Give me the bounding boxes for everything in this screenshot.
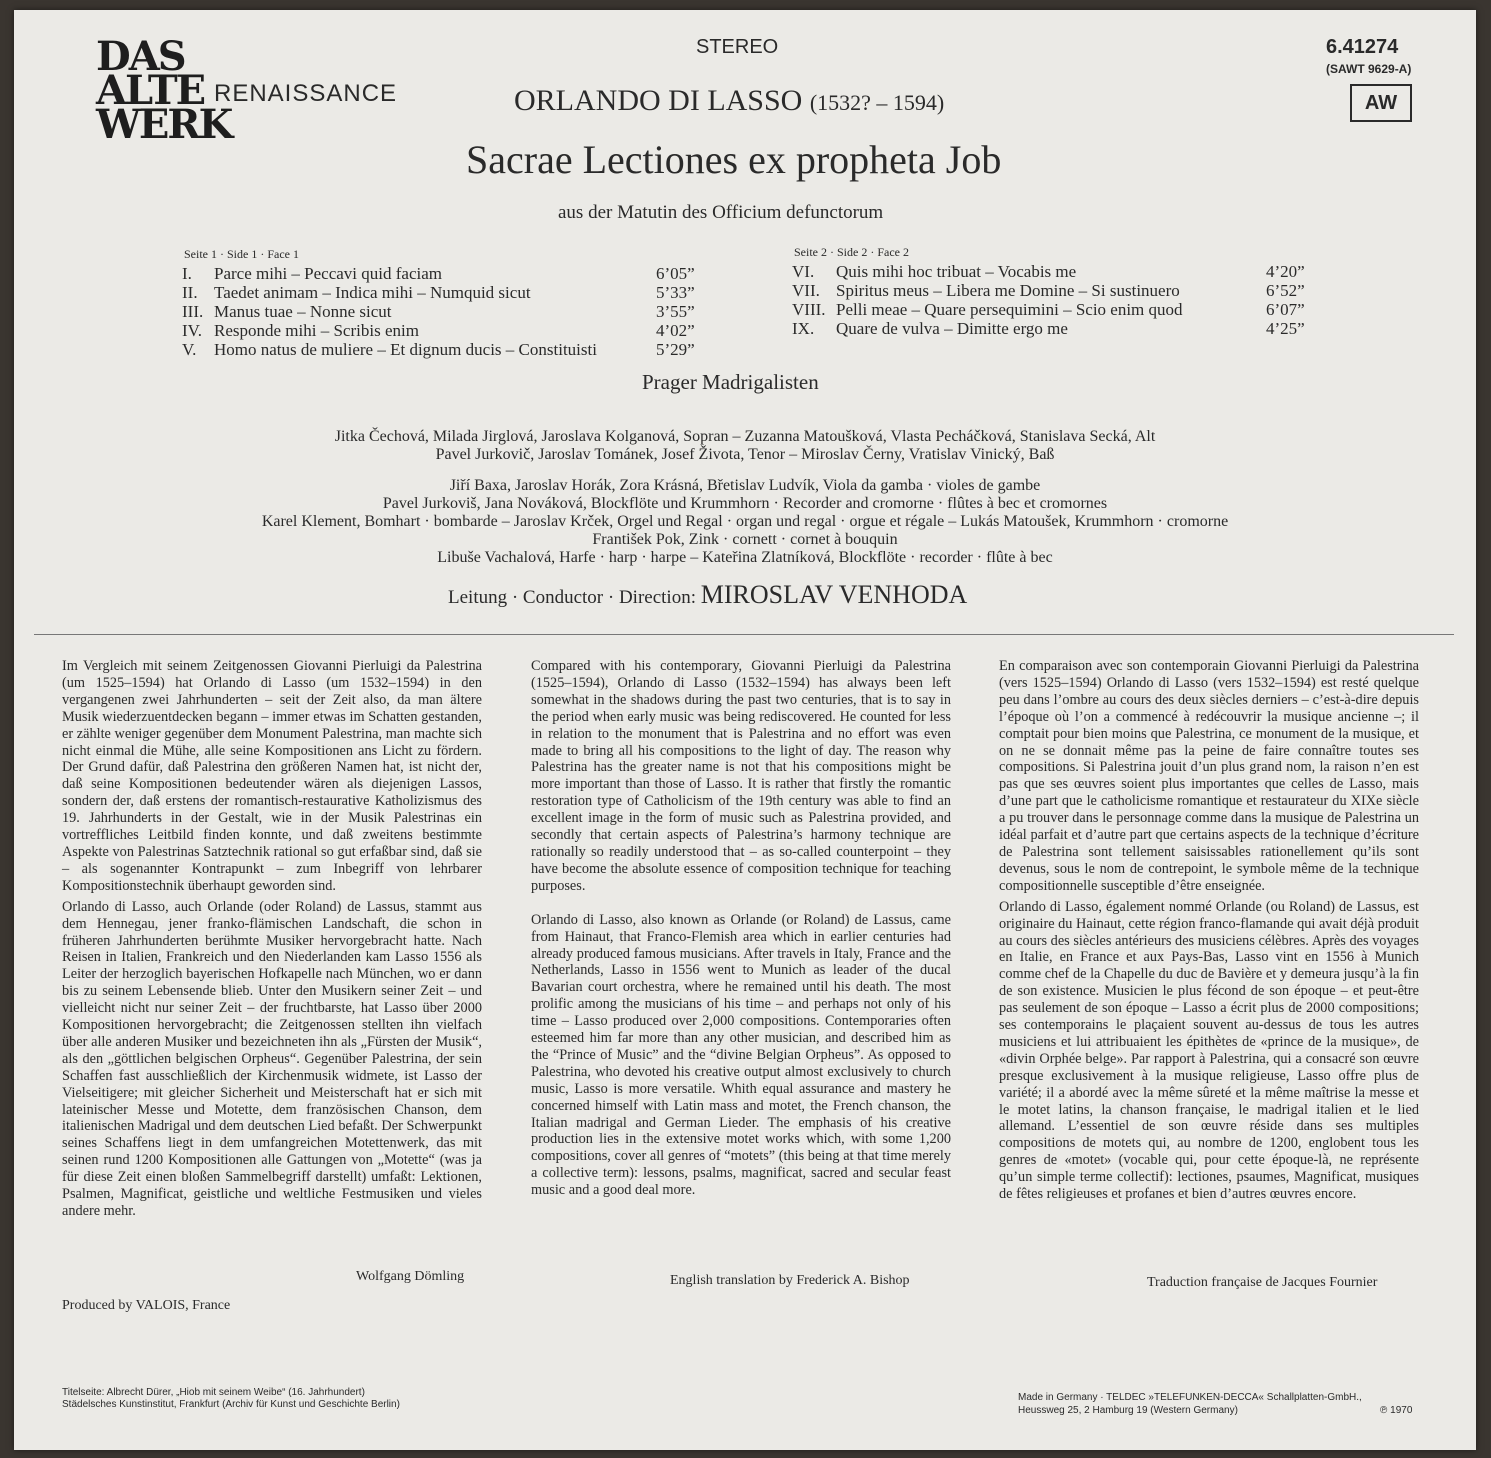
divider xyxy=(34,634,1454,635)
conductor-line xyxy=(448,580,967,610)
das-alte-werk-logo xyxy=(96,33,232,148)
notes-paragraph: En comparaison avec son contemporain Giovanni Pierluigi da Palestrina (vers 1525–1594) Orlando di Lasso (vers 1532–1594) est resté quelque peu dans l’ombre au cours des deux siècles derniers – c’est-à-dire depuis l’époque où l’on a commencé à redécouvrir la musique ancienne –; il comptait pour bien moins que Palestrina, ce monument de la musique, et on ne se donnait même pas la peine de faire connaître toutes ses compositions. Si Palestrina jouit d’un plus grand nom, la raison n’en est pas que ses œuvres soient plus importantes que celles de Lasso, mais d’une part que le catholicisme romantique et restaurateur du XIXe siècle a pu trouver dans le personnage comme dans la musique de Palestrina un idéal parfait et d’autre part que certains aspects de la technique d’écriture de Palestrina sont tellement saisissables rationellement qu’ils sont devenus, sous le nom de contrepoint, le symbole même de la technique compositionnelle susceptible d’être enseignée. xyxy=(999,658,1419,894)
address-line: Heussweg 25, 2 Hamburg 19 (Western Germany) xyxy=(1018,1405,1238,1416)
author-credit: Wolfgang Dömling xyxy=(356,1269,465,1284)
cast-line: Pavel Jurkovič, Jaroslav Tománek, Josef Života, Tenor – Miroslav Černy, Vratislav Vinický, Baß xyxy=(435,446,1055,463)
track-row xyxy=(792,300,1312,319)
composer-name: ORLANDO DI LASSO xyxy=(514,84,803,117)
track-title: Homo natus de muliere – Et dignum ducis – Constituisti xyxy=(214,340,597,359)
copyright: ℗ 1970 xyxy=(1380,1405,1413,1416)
track-number: V. xyxy=(182,340,197,359)
track-number: III. xyxy=(182,302,204,321)
track-number: I. xyxy=(182,264,192,283)
cover-credit-line: Städelsches Kunstinstitut, Frankfurt (Archiv für Kunst und Geschichte Berlin) xyxy=(62,1399,400,1410)
track-row xyxy=(792,262,1312,281)
track-title: Quare de vulva – Dimitte ergo me xyxy=(836,319,1068,338)
cast-line: Pavel Jurkoviš, Jana Nováková, Blockflöte und Krummhorn · Recorder and cromorne · flûtes à bec et cromornes xyxy=(382,495,1108,512)
track-row xyxy=(182,283,712,302)
ensemble-name: Prager Madrigalisten xyxy=(642,370,819,394)
track-number: VIII. xyxy=(792,300,826,319)
made-in-line: Made in Germany · TELDEC »TELEFUNKEN-DECCA« Schallplatten-GmbH., xyxy=(1018,1392,1362,1403)
notes-paragraph: Orlando di Lasso, également nommé Orlande (ou Roland) de Lassus, est originaire du Hainaut, cette région franco-flamande qui avait déjà produit au cours des siècles antérieurs des musiciens célèbres. Après des voyages en Italie, en France et aux Pays-Bas, Lasso vint en 1556 à Munich comme chef de la Chapelle du duc de Bavière et y demeura jusqu’à la fin de son existence. Musicien le plus fécond de son époque – et peut-être pas seulement de son époque – Lasso a écrit plus de 2000 compositions; ses contemporains le plaçaient souvent au-dessus de tous les autres musiciens et lui attribuaient les épithètes de «prince de la musique», de «divin Orphée belge». Par rapport à Palestrina, qui a consacré son œuvre presque exclusivement à la musique religieuse, Lasso offre plus de variété; il a abordé avec la même sûreté et la même maîtrise la messe et le motet latins, la chanson française, le madrigal italien et le lied allemand. L’essentiel de son œuvre réside dans ses multiples compositions de motets qui, au nombre de 1200, englobent tous les genres de «motet» (vocable qui, pour cette époque-là, ne représente qu’un simple terme collectif): lectiones, psaumes, Magnificat, musiques de fêtes religieuses et profanes et bien d’autres œuvres encore. xyxy=(999,898,1419,1203)
logo-line: ALTE xyxy=(96,67,205,114)
cast-line: František Pok, Zink · cornett · cornet à bouquin xyxy=(592,531,898,548)
cast-line: Libuše Vachalová, Harfe · harp · harpe – Kateřina Zlatníková, Blockflöte · recorder · flûte à bec xyxy=(437,549,1053,566)
french-translation-credit: Traduction française de Jacques Fournier xyxy=(1147,1275,1378,1290)
track-duration: 6’52” xyxy=(1266,281,1305,300)
series-label: RENAISSANCE xyxy=(214,80,398,107)
notes-paragraph: Orlando di Lasso, auch Orlande (oder Roland) de Lassus, stammt aus dem Hennegau, jener franko-flämischen Landschaft, die schon in früheren Jahrhunderten berühmte Musiker hervorgebracht hatte. Nach Reisen in Italien, Frankreich und den Niederlanden kam Lasso 1556 als Leiter der herzoglich bayerischen Hofkapelle nach München, wo er dann bis zu seinem Lebensende blieb. Unter den Musikern seiner Zeit – und vielleicht nicht nur seiner Zeit – der fruchtbarste, hat Lasso über 2000 Kompositionen hervorgebracht; die Zeitgenossen stellten ihn vielfach über alle anderen Musiker und bezeichneten ihn als „Fürsten der Musik“, als den „göttlichen belgischen Orpheus“. Gegenüber Palestrina, der sein Schaffen fast ausschließlich der Kirchenmusik widmete, ist Lasso der Vielseitigere; mit gleicher Sicherheit und Meisterschaft hat er sich mit lateinischer Messe und Motette, dem französischen Chanson, dem italienischen Madrigal und dem deutschen Lied befaßt. Der Schwerpunkt seines Schaffens liegt in dem umfangreichen Motettenwerk, das mit seinen rund 1200 Kompositionen alle Gattungen von „Motette“ (was ja für diese Zeit einen bloßen Sammelbegriff darstellt) umfaßt: Lektionen, Psalmen, Magnificat, geistliche und weltliche Festmusiken und vieles andere mehr. xyxy=(62,898,482,1219)
track-row xyxy=(182,264,712,283)
track-row xyxy=(792,319,1312,338)
track-row xyxy=(182,302,712,321)
stereo-label: STEREO xyxy=(696,36,779,58)
track-title: Quis mihi hoc tribuat – Vocabis me xyxy=(836,262,1077,281)
track-title: Responde mihi – Scribis enim xyxy=(214,321,419,340)
notes-german xyxy=(62,658,482,1220)
track-title: Parce mihi – Peccavi quid faciam xyxy=(214,264,442,283)
conductor-name: MIROSLAV VENHODA xyxy=(700,580,968,609)
notes-paragraph: Im Vergleich mit seinem Zeitgenossen Giovanni Pierluigi da Palestrina (um 1525–1594) hat Orlando di Lasso (um 1532–1594) in den vergangenen zwei Jahrhunderten – seit der Zeit also, da man ältere Musik wiederzuentdecken begann – immer etwas im Schatten gestanden, er zählte weniger gegenüber dem Monument Palestrina, man machte sich nicht einmal die Mühe, alle seine Kompositionen ans Licht zu fördern. Der Grund dafür, daß Palestrina den größeren Namen hat, ist nicht der, daß seine Kompositionen bedeutender wären als diejenigen Lassos, sondern der, daß erstens der romantisch-restaurative Katholizismus des 19. Jahrhunderts in der Gestalt, wie in der Musik Palestrinas ein vortreffliches Leitbild finden konnte, und daß zweitens bestimmte Aspekte von Palestrinas Satztechnik rational so gut erfaßbar sind, daß sie – als sogenannter Kontrapunkt – zum Inbegriff von lehrbarer Kompositionstechnik überhaupt geworden sind. xyxy=(62,658,482,894)
track-row xyxy=(182,340,712,359)
track-duration: 6’05” xyxy=(656,264,695,283)
cast-line: Jiří Baxa, Jaroslav Horák, Zora Krásná, Břetislav Ludvík, Viola da gamba · violes de gambe xyxy=(449,477,1041,494)
track-duration: 5’33” xyxy=(656,283,695,302)
track-duration: 4’25” xyxy=(1266,319,1305,338)
track-title: Spiritus meus – Libera me Domine – Si sustinuero xyxy=(836,281,1180,300)
composer-line xyxy=(514,84,944,118)
notes-paragraph: Orlando di Lasso, also known as Orlande (or Roland) de Lassus, came from Hainaut, that Franco-Flemish area which in earlier centuries had already produced famous musicians. After travels in Italy, France and the Netherlands, Lasso in 1556 went to Munich as leader of the ducal Bavarian court orchestra, where he remained until his death. The most prolific among the musicians of his time – and perhaps not only of his time – Lasso produced over 2,000 compositions. Contemporaries often esteemed him far more than any other musician, and described him as the “Prince of Music” and the “divine Belgian Orpheus”. As opposed to Palestrina, who devoted his creative output almost exclusively to church music, Lasso is more versatile. Whith equal assurance and mastery he concerned himself with Latin mass and motet, the French chanson, the Italian madrigal and German Lieder. The emphasis of his creative production lies in the extensive motet works which, with some 1,200 compositions, cover all genres of “motets” (this being at that time merely a collective term): lessons, psalms, magnificat, sacred and secular feast music and a good deal more. xyxy=(531,911,951,1199)
track-number: VII. xyxy=(792,281,820,300)
notes-paragraph: Compared with his contemporary, Giovanni Pierluigi da Palestrina (1525–1594), Orlando di Lasso (1532–1594) has always been left somewhat in the shadows during the past two centuries, that is to say in the period when early music was being rediscovered. He counted for less in relation to the monument that is Palestrina and no effort was even made to bring all his compositions to the light of day. The reason why Palestrina has the greater name is not that his compositions might be more important than those of Lasso. It is rather that firstly the romantic restoration type of Catholicism of the 19th century was able to find an excellent image in the form of music such as Palestrina provided, and secondly that certain aspects of Palestrina’s harmony technique are rationally so readily understood that – as so-called counterpoint – they have become the absolute essence of composition technique for teaching purposes. xyxy=(531,658,951,894)
track-title: Manus tuae – Nonne sicut xyxy=(214,302,392,321)
aw-box: AW xyxy=(1350,84,1412,122)
track-number: VI. xyxy=(792,262,815,281)
track-number: IV. xyxy=(182,321,202,340)
track-duration: 3’55” xyxy=(656,302,695,321)
cast-line: Jitka Čechová, Milada Jirglová, Jaroslava Kolganová, Sopran – Zuzanna Matoušková, Vlasta Pecháčková, Stanislava Secká, Alt xyxy=(334,428,1156,445)
track-duration: 6’07” xyxy=(1266,300,1305,319)
track-duration: 4’20” xyxy=(1266,262,1305,281)
side1-header: Seite 1 · Side 1 · Face 1 xyxy=(184,247,299,261)
producer-credit: Produced by VALOIS, France xyxy=(62,1298,231,1313)
track-duration: 4’02” xyxy=(656,321,695,340)
cast-line: Karel Klement, Bomhart · bombarde – Jaroslav Krček, Orgel und Regal · organ und regal · orgue et régale – Lukás Matoušek, Krummhorn · cromorne xyxy=(261,513,1229,530)
english-translation-credit: English translation by Frederick A. Bishop xyxy=(670,1273,910,1288)
sawt-number: (SAWT 9629-A) xyxy=(1326,62,1412,76)
album-subtitle: aus der Matutin des Officium defunctorum xyxy=(558,202,884,223)
album-title: Sacrae Lectiones ex propheta Job xyxy=(466,137,1002,182)
track-number: IX. xyxy=(792,319,815,338)
track-duration: 5’29” xyxy=(656,340,695,359)
track-row xyxy=(182,321,712,340)
track-title: Pelli meae – Quare persequimini – Scio enim quod xyxy=(836,300,1183,319)
track-number: II. xyxy=(182,283,198,302)
side2-header: Seite 2 · Side 2 · Face 2 xyxy=(794,245,909,259)
notes-english xyxy=(531,658,951,1199)
cover-credit-line: Titelseite: Albrecht Dürer, „Hiob mit seinem Weibe“ (16. Jahrhundert) xyxy=(62,1387,365,1398)
composer-dates: (1532? – 1594) xyxy=(809,90,945,115)
logo-line: WERK xyxy=(96,101,232,148)
track-row xyxy=(792,281,1312,300)
logo-line: DAS xyxy=(96,33,185,80)
conductor-label: Leitung · Conductor · Direction: xyxy=(448,587,696,608)
catalog-number: 6.41274 xyxy=(1326,36,1399,58)
notes-french xyxy=(999,658,1419,1203)
track-title: Taedet animam – Indica mihi – Numquid sicut xyxy=(214,283,531,302)
record-back-cover xyxy=(14,10,1476,1450)
